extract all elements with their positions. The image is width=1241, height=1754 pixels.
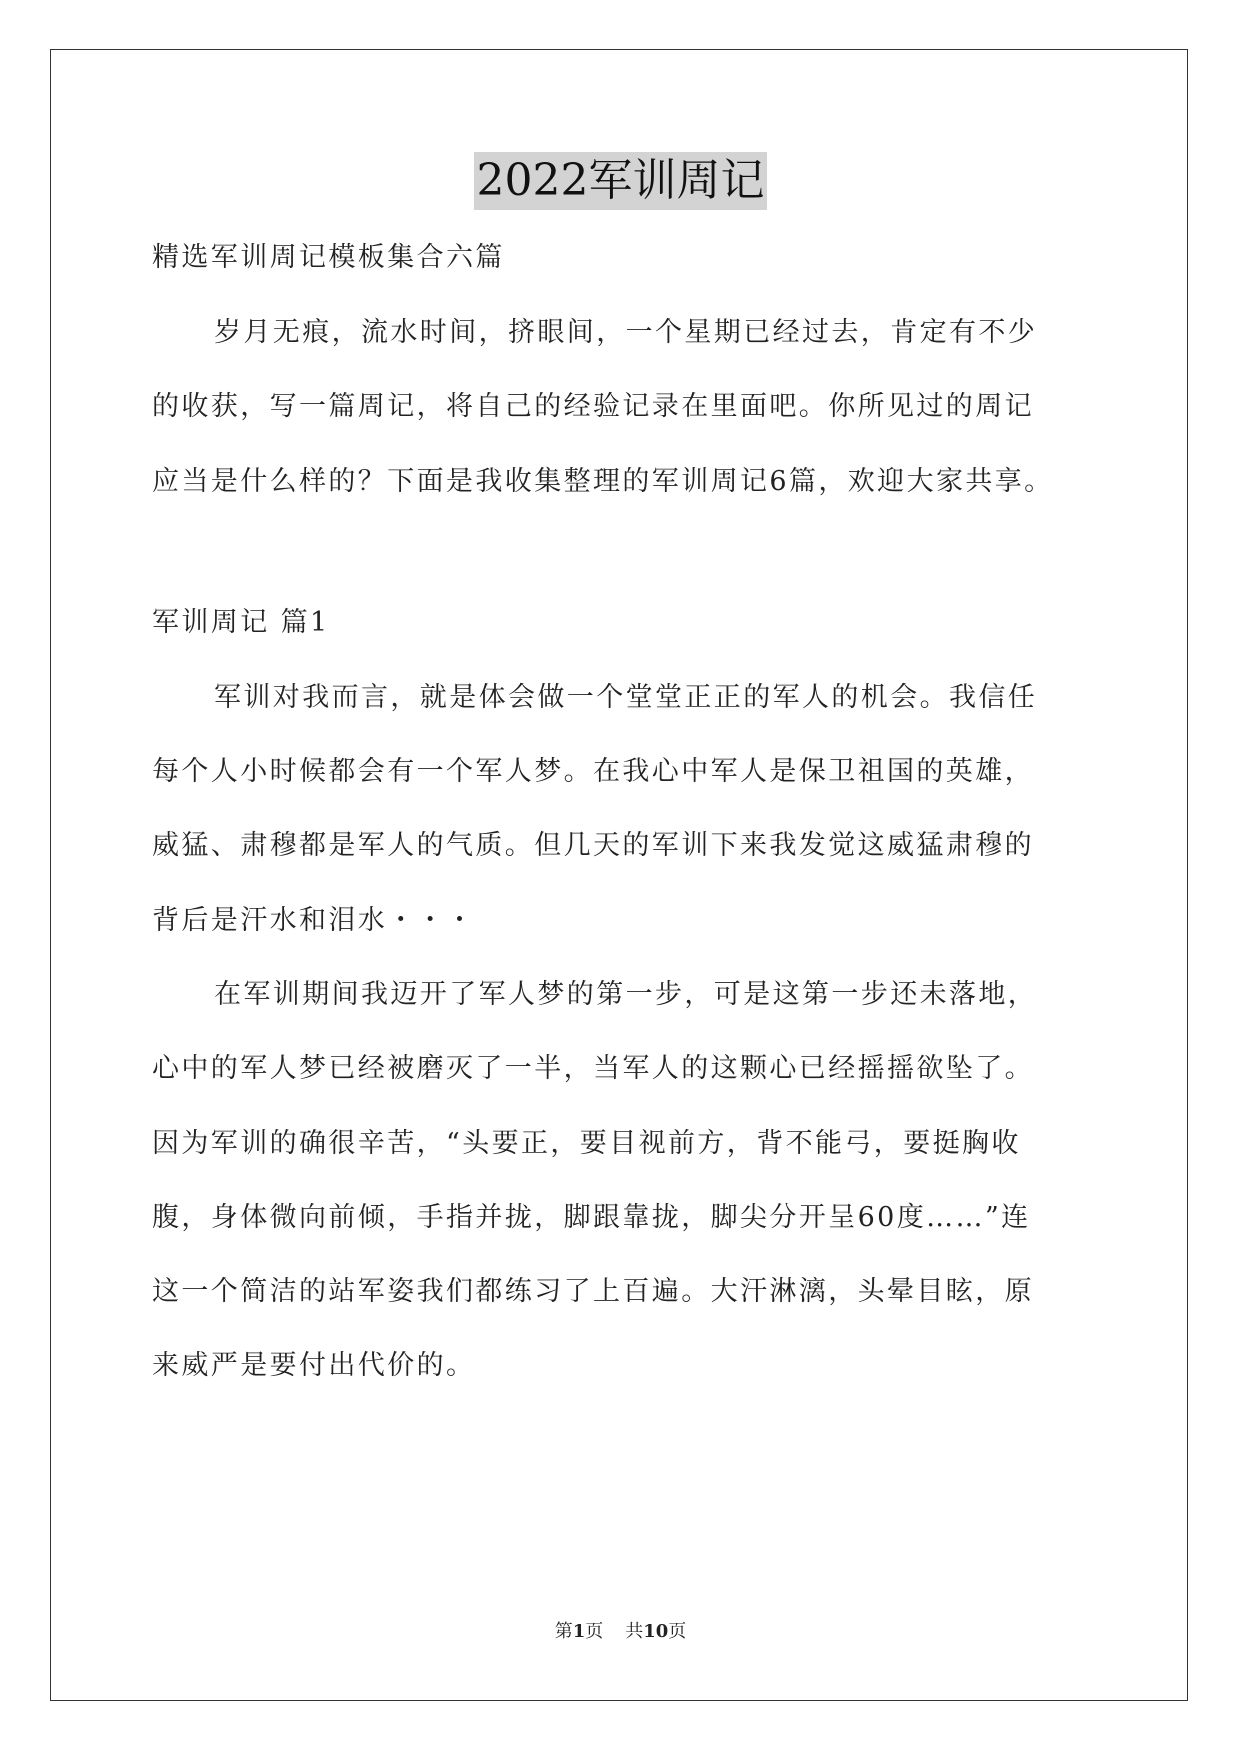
paragraph-line: 来威严是要付出代价的。 (152, 1350, 476, 1381)
page-total: 10 (643, 1621, 669, 1642)
paragraph-line: 这一个简洁的站军姿我们都练习了上百遍。大汗淋漓，头晕目眩，原 (152, 1276, 1034, 1307)
paragraph-line: 在军训期间我迈开了军人梦的第一步，可是这第一步还未落地， (214, 979, 1038, 1010)
title-area (0, 152, 1241, 210)
paragraph-line: 腹，身体微向前倾，手指并拢，脚跟靠拢，脚尖分开呈60度……”连 (152, 1202, 1031, 1233)
paragraph-line: 每个人小时候都会有一个军人梦。在我心中军人是保卫祖国的英雄， (152, 756, 1034, 787)
section-heading: 军训周记 篇1 (152, 607, 330, 638)
intro-heading: 精选军训周记模板集合六篇 (152, 242, 505, 273)
paragraph-line: 威猛、肃穆都是军人的气质。但几天的军训下来我发觉这威猛肃穆的 (152, 830, 1034, 861)
page-footer (0, 1620, 1241, 1644)
intro-line: 应当是什么样的？下面是我收集整理的军训周记6篇，欢迎大家共享。 (152, 466, 1054, 497)
document-title: 2022军训周记 (474, 152, 768, 210)
page-current: 1 (572, 1621, 586, 1642)
page-suffix: 页 (585, 1621, 604, 1642)
total-prefix: 共 (625, 1621, 644, 1642)
intro-line: 岁月无痕，流水时间，挤眼间，一个星期已经过去，肯定有不少 (214, 317, 1038, 348)
paragraph-line: 心中的军人梦已经被磨灭了一半，当军人的这颗心已经摇摇欲坠了。 (152, 1053, 1034, 1084)
page-border (50, 49, 1188, 1701)
page-prefix: 第 (554, 1621, 573, 1642)
paragraph-line: 背后是汗水和泪水・・・ (152, 905, 476, 936)
paragraph-line: 军训对我而言，就是体会做一个堂堂正正的军人的机会。我信任 (214, 682, 1038, 713)
intro-line: 的收获，写一篇周记，将自己的经验记录在里面吧。你所见过的周记 (152, 391, 1034, 422)
paragraph-line: 因为军训的确很辛苦，“头要正，要目视前方，背不能弓，要挺胸收 (152, 1128, 1021, 1159)
total-suffix: 页 (668, 1621, 687, 1642)
